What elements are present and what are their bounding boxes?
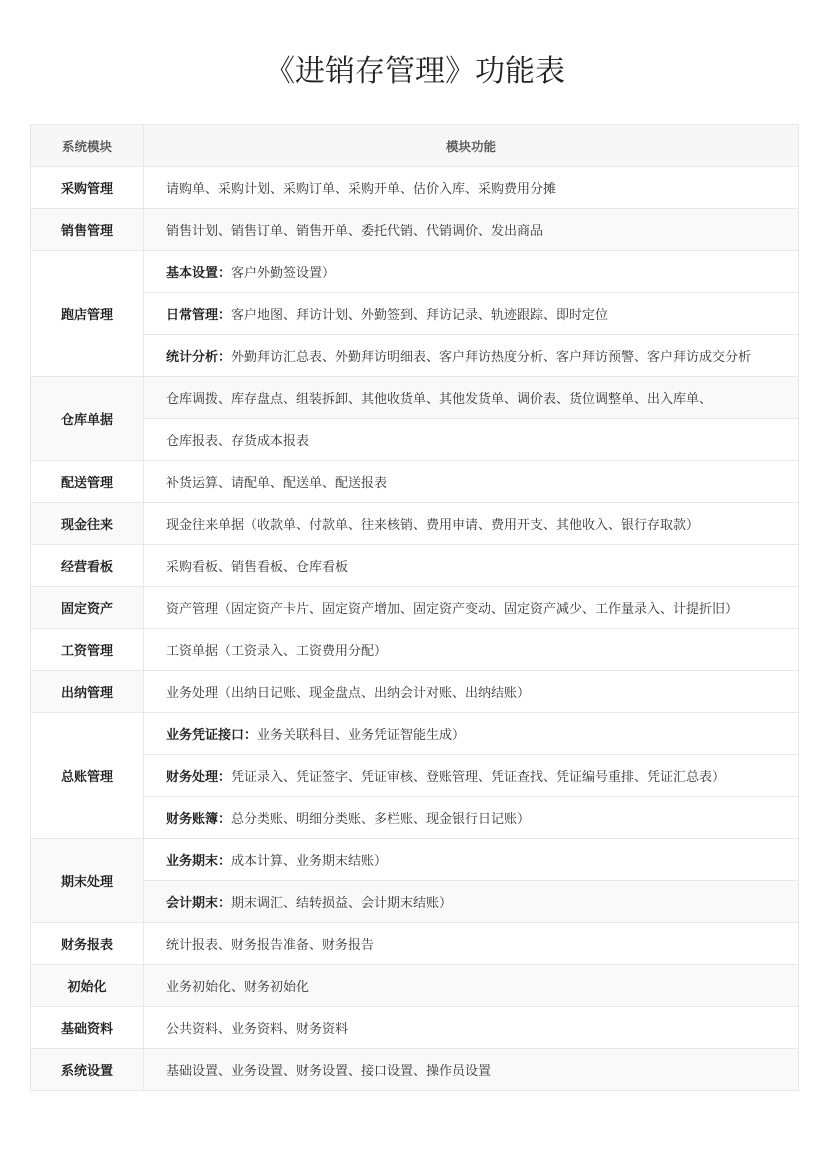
table-row: [31, 755, 799, 797]
function-text: 成本计算、业务期末结账）: [231, 854, 388, 869]
module-name: 跑店管理: [31, 251, 144, 377]
function-text: 业务处理（出纳日记账、现金盘点、出纳会计对账、出纳结账）: [166, 686, 531, 701]
function-text: 期末调汇、结转损益、会计期末结账）: [231, 896, 453, 911]
module-function: [144, 1049, 799, 1091]
function-text: 客户地图、拜访计划、外勤签到、拜访记录、轨迹跟踪、即时定位: [231, 308, 609, 323]
module-function: [144, 335, 799, 377]
module-name: 出纳管理: [31, 671, 144, 713]
table-row: [31, 1049, 799, 1091]
module-name: 销售管理: [31, 209, 144, 251]
function-text: 外勤拜访汇总表、外勤拜访明细表、客户拜访热度分析、客户拜访预警、客户拜访成交分析: [231, 350, 752, 365]
function-label: 财务处理：: [166, 770, 232, 785]
table-row: [31, 1007, 799, 1049]
module-function: [144, 839, 799, 881]
function-text: 工资单据（工资录入、工资费用分配）: [166, 644, 388, 659]
table-row: [31, 671, 799, 713]
function-label: 基本设置：: [166, 266, 232, 281]
table-row: [31, 293, 799, 335]
module-function: [144, 629, 799, 671]
function-label: 财务账簿：: [166, 812, 232, 827]
function-text: 统计报表、财务报告准备、财务报告: [166, 938, 375, 953]
module-name: 仓库单据: [31, 377, 144, 461]
module-function: [144, 797, 799, 839]
function-text: 业务初始化、财务初始化: [166, 980, 310, 995]
module-function: [144, 377, 799, 419]
table-row: [31, 965, 799, 1007]
function-label: 业务凭证接口：: [166, 728, 258, 743]
function-text: 销售计划、销售订单、销售开单、委托代销、代销调价、发出商品: [166, 224, 544, 239]
module-name: 工资管理: [31, 629, 144, 671]
module-function: [144, 209, 799, 251]
table-row: [31, 377, 799, 419]
table-row: [31, 629, 799, 671]
table-row: [31, 923, 799, 965]
module-function: [144, 167, 799, 209]
module-name: 财务报表: [31, 923, 144, 965]
module-function: [144, 251, 799, 293]
page-title: 《进销存管理》功能表: [265, 54, 565, 89]
module-function: [144, 923, 799, 965]
header-function: 模块功能: [144, 125, 799, 167]
module-function: [144, 461, 799, 503]
table-row: [31, 713, 799, 755]
function-label: 统计分析：: [166, 350, 232, 365]
function-text: 采购看板、销售看板、仓库看板: [166, 560, 349, 575]
header-module: 系统模块: [31, 125, 144, 167]
module-name: 系统设置: [31, 1049, 144, 1091]
module-name: 现金往来: [31, 503, 144, 545]
function-text: 凭证录入、凭证签字、凭证审核、登账管理、凭证查找、凭证编号重排、凭证汇总表）: [231, 770, 726, 785]
module-name: 经营看板: [31, 545, 144, 587]
function-label: 日常管理：: [166, 308, 232, 323]
function-text: 资产管理（固定资产卡片、固定资产增加、固定资产变动、固定资产减少、工作量录入、计提折旧）: [166, 602, 739, 617]
table-row: [31, 797, 799, 839]
module-function: [144, 419, 799, 461]
function-text: 补货运算、请配单、配送单、配送报表: [166, 476, 388, 491]
table-row: [31, 209, 799, 251]
module-function: [144, 503, 799, 545]
table-body: [31, 167, 799, 1091]
module-function: [144, 671, 799, 713]
module-function: [144, 965, 799, 1007]
table-row: [31, 587, 799, 629]
module-function: [144, 755, 799, 797]
module-function: [144, 881, 799, 923]
module-function: [144, 293, 799, 335]
module-name: 采购管理: [31, 167, 144, 209]
module-name: 固定资产: [31, 587, 144, 629]
table-row: [31, 335, 799, 377]
module-function: [144, 713, 799, 755]
table-row: [31, 545, 799, 587]
function-text: 公共资料、业务资料、财务资料: [166, 1022, 349, 1037]
table-row: [31, 461, 799, 503]
module-function: [144, 1007, 799, 1049]
function-text: 现金往来单据（收款单、付款单、往来核销、费用申请、费用开支、其他收入、银行存取款）: [166, 518, 700, 533]
table-row: [31, 251, 799, 293]
module-name: 总账管理: [31, 713, 144, 839]
function-table: [30, 124, 799, 1091]
function-text: 总分类账、明细分类账、多栏账、现金银行日记账）: [231, 812, 531, 827]
table-row: [31, 881, 799, 923]
table-row: [31, 419, 799, 461]
module-function: [144, 587, 799, 629]
function-text: 请购单、采购计划、采购订单、采购开单、估价入库、采购费用分摊: [166, 182, 557, 197]
table-row: [31, 503, 799, 545]
function-label: 业务期末：: [166, 854, 232, 869]
function-text: 仓库报表、存货成本报表: [166, 434, 310, 449]
module-name: 期末处理: [31, 839, 144, 923]
function-text: 仓库调拨、库存盘点、组装拆卸、其他收货单、其他发货单、调价表、货位调整单、出入库单、: [166, 392, 713, 407]
table-row: [31, 167, 799, 209]
module-name: 配送管理: [31, 461, 144, 503]
function-text: 基础设置、业务设置、财务设置、接口设置、操作员设置: [166, 1064, 492, 1079]
module-name: 初始化: [31, 965, 144, 1007]
function-text: 客户外勤签设置）: [231, 266, 336, 281]
table-row: [31, 839, 799, 881]
function-label: 会计期末：: [166, 896, 232, 911]
table-header-row: [31, 125, 799, 167]
function-text: 业务关联科目、业务凭证智能生成）: [257, 728, 466, 743]
module-function: [144, 545, 799, 587]
module-name: 基础资料: [31, 1007, 144, 1049]
